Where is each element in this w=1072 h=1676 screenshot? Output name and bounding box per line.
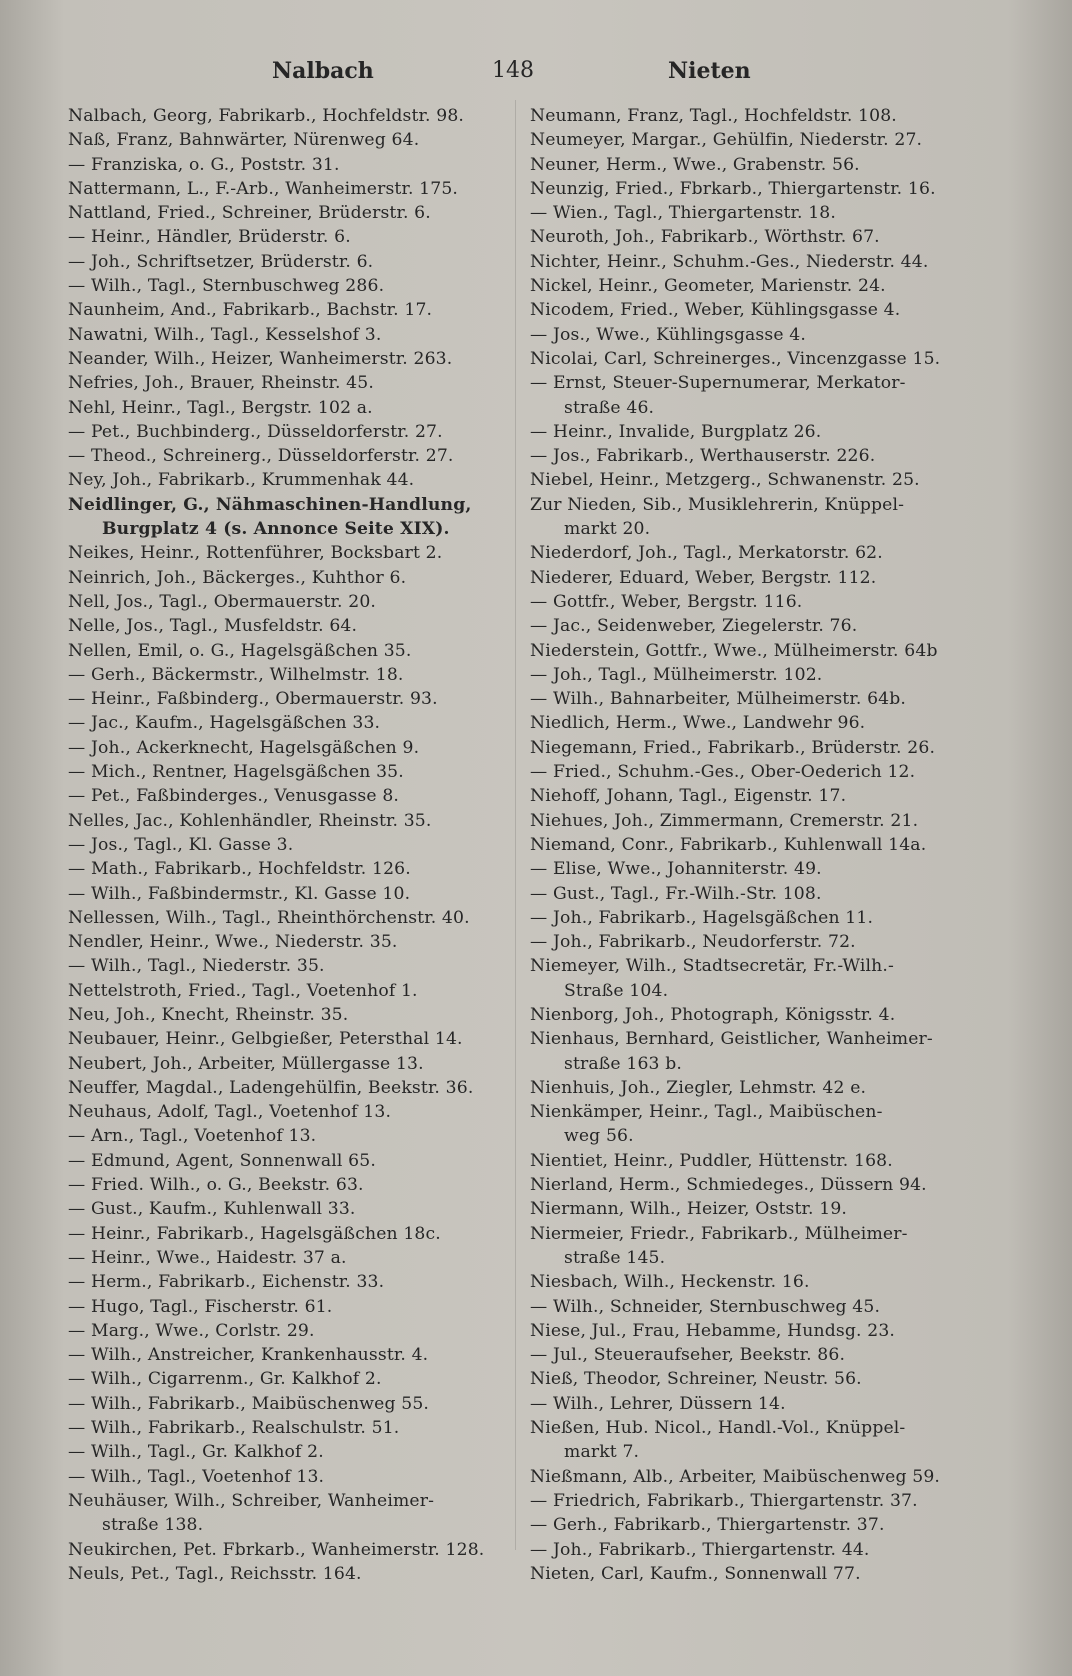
directory-entry-line: Nettelstroth, Fried., Tagl., Voetenhof 1.: [68, 980, 418, 1001]
header-first-entry: Nalbach: [272, 58, 374, 84]
directory-entry-line: — Gerh., Fabrikarb., Thiergartenstr. 37.: [530, 1515, 885, 1536]
directory-entry-line: — Joh., Fabrikarb., Thiergartenstr. 44.: [530, 1539, 870, 1560]
directory-entry-line: Nienhuis, Joh., Ziegler, Lehmstr. 42 e.: [530, 1077, 867, 1098]
directory-entry-line: Niemand, Conr., Fabrikarb., Kuhlenwall 14a.: [530, 834, 927, 855]
directory-entry-line: Nientiet, Heinr., Puddler, Hüttenstr. 168.: [530, 1150, 893, 1171]
directory-entry-line: Nelles, Jac., Kohlenhändler, Rheinstr. 35.: [68, 810, 432, 831]
directory-entry-line: — Jac., Kaufm., Hagelsgäßchen 33.: [68, 713, 381, 734]
directory-entry-line: Neander, Wilh., Heizer, Wanheimerstr. 263.: [68, 348, 453, 369]
directory-entry-line: Niegemann, Fried., Fabrikarb., Brüderstr. 26.: [530, 737, 936, 758]
directory-entry-line: — Wilh., Fabrikarb., Maibüschenweg 55.: [68, 1393, 430, 1414]
directory-entry-line: — Wilh., Fabrikarb., Realschulstr. 51.: [68, 1418, 400, 1439]
directory-entry-line: Nieß, Theodor, Schreiner, Neustr. 56.: [530, 1369, 862, 1390]
directory-entry-line: Neinrich, Joh., Bäckerges., Kuhthor 6.: [68, 567, 407, 588]
directory-entry-line: — Wilh., Bahnarbeiter, Mülheimerstr. 64b.: [530, 689, 907, 710]
directory-entry-line: — Pet., Buchbinderg., Düsseldorferstr. 27.: [68, 421, 443, 442]
directory-entry-line: — Pet., Faßbinderges., Venusgasse 8.: [68, 786, 400, 807]
directory-entry-line: straße 46.: [564, 397, 655, 418]
directory-entry-line: Naß, Franz, Bahnwärter, Nürenweg 64.: [68, 130, 420, 151]
directory-entry-line: — Joh., Tagl., Mülheimerstr. 102.: [530, 664, 823, 685]
directory-entry-line: Neuhäuser, Wilh., Schreiber, Wanheimer-: [68, 1490, 435, 1511]
directory-entry-line: — Wilh., Schneider, Sternbuschweg 45.: [530, 1296, 881, 1317]
directory-entry-line: — Hugo, Tagl., Fischerstr. 61.: [68, 1296, 333, 1317]
directory-entry-line: Nienkämper, Heinr., Tagl., Maibüschen-: [530, 1102, 883, 1123]
directory-entry-line: Nalbach, Georg, Fabrikarb., Hochfeldstr. 98.: [68, 106, 465, 126]
directory-entry-line: Nießmann, Alb., Arbeiter, Maibüschenweg 59.: [530, 1466, 941, 1487]
directory-entry-line: — Fried., Schuhm.-Ges., Ober-Oederich 12.: [530, 762, 916, 783]
directory-entry-line: Neuls, Pet., Tagl., Reichsstr. 164.: [68, 1563, 362, 1584]
directory-entry-line: Neumeyer, Margar., Gehülfin, Niederstr. 27.: [530, 130, 923, 151]
directory-entry-line: Nell, Jos., Tagl., Obermauerstr. 20.: [68, 591, 377, 612]
directory-entry-line: — Arn., Tagl., Voetenhof 13.: [68, 1126, 317, 1147]
directory-entry-line: Nicolai, Carl, Schreinerges., Vincenzgasse 15.: [530, 348, 941, 369]
directory-entry-line: Niermeier, Friedr., Fabrikarb., Mülheimer-: [530, 1223, 908, 1244]
directory-entry-line: Burgplatz 4 (s. Annonce Seite XIX).: [102, 519, 450, 540]
directory-entry-line: — Fried. Wilh., o. G., Beekstr. 63.: [68, 1175, 364, 1196]
directory-entry-line: Niebel, Heinr., Metzgerg., Schwanenstr. 25.: [530, 470, 920, 491]
directory-entry-line: Nefries, Joh., Brauer, Rheinstr. 45.: [68, 373, 374, 394]
directory-entry-line: Niermann, Wilh., Heizer, Oststr. 19.: [530, 1199, 848, 1220]
directory-entry-line: — Wilh., Tagl., Sternbuschweg 286.: [68, 276, 385, 297]
directory-entry-line: Straße 104.: [564, 980, 669, 1001]
directory-entry-line: Neidlinger, G., Nähmaschinen-Handlung,: [68, 494, 472, 515]
directory-entry-line: Neikes, Heinr., Rottenführer, Bocksbart 2.: [68, 543, 443, 564]
directory-entry-line: weg 56.: [564, 1126, 634, 1147]
directory-entry-line: Nicodem, Fried., Weber, Kühlingsgasse 4.: [530, 300, 901, 321]
directory-entry-line: Neunzig, Fried., Fbrkarb., Thiergartenstr. 16.: [530, 178, 936, 199]
directory-entry-line: Neuhaus, Adolf, Tagl., Voetenhof 13.: [68, 1102, 392, 1123]
directory-entry-line: Neubert, Joh., Arbeiter, Müllergasse 13.: [68, 1053, 424, 1074]
directory-entry-line: Nendler, Heinr., Wwe., Niederstr. 35.: [68, 932, 398, 953]
directory-entry-line: — Edmund, Agent, Sonnenwall 65.: [68, 1150, 376, 1171]
directory-entry-line: markt 20.: [564, 519, 651, 540]
directory-entry-line: straße 163 b.: [564, 1053, 682, 1074]
directory-entry-line: Nieten, Carl, Kaufm., Sonnenwall 77.: [530, 1563, 861, 1584]
directory-entry-line: Niederer, Eduard, Weber, Bergstr. 112.: [530, 567, 877, 588]
directory-entry-line: Ney, Joh., Fabrikarb., Krummenhak 44.: [68, 470, 415, 491]
directory-entry-line: — Wilh., Cigarrenm., Gr. Kalkhof 2.: [68, 1369, 382, 1390]
directory-entry-line: — Joh., Fabrikarb., Neudorferstr. 72.: [530, 932, 856, 953]
directory-entry-line: — Wien., Tagl., Thiergartenstr. 18.: [530, 203, 837, 224]
directory-entry-line: Naunheim, And., Fabrikarb., Bachstr. 17.: [68, 300, 433, 321]
directory-entry-line: Nattermann, L., F.-Arb., Wanheimerstr. 175.: [68, 178, 459, 199]
directory-entry-line: markt 7.: [564, 1442, 640, 1463]
column-divider: [515, 100, 516, 1550]
directory-entry-line: Niederdorf, Joh., Tagl., Merkatorstr. 62.: [530, 543, 883, 564]
directory-entry-line: Niese, Jul., Frau, Hebamme, Hundsg. 23.: [530, 1320, 896, 1341]
directory-entry-line: Nichter, Heinr., Schuhm.-Ges., Niederstr. 44.: [530, 251, 929, 272]
directory-entry-line: — Jos., Fabrikarb., Werthauserstr. 226.: [530, 446, 876, 467]
directory-entry-line: Nienhaus, Bernhard, Geistlicher, Wanheimer-: [530, 1029, 933, 1050]
directory-entry-line: — Wilh., Tagl., Gr. Kalkhof 2.: [68, 1442, 324, 1463]
directory-entry-line: — Wilh., Tagl., Niederstr. 35.: [68, 956, 325, 977]
directory-entry-line: Niemeyer, Wilh., Stadtsecretär, Fr.-Wilh.-: [530, 956, 894, 977]
directory-entry-line: — Joh., Schriftsetzer, Brüderstr. 6.: [68, 251, 374, 272]
directory-entry-line: — Wilh., Tagl., Voetenhof 13.: [68, 1466, 325, 1487]
directory-entry-line: straße 138.: [102, 1515, 204, 1536]
directory-entry-line: Nickel, Heinr., Geometer, Marienstr. 24.: [530, 276, 886, 297]
directory-entry-line: — Theod., Schreinerg., Düsseldorferstr. 27.: [68, 446, 454, 467]
directory-entry-line: — Friedrich, Fabrikarb., Thiergartenstr. 37.: [530, 1490, 918, 1511]
directory-entry-line: — Math., Fabrikarb., Hochfeldstr. 126.: [68, 859, 411, 880]
directory-entry-line: — Franziska, o. G., Poststr. 31.: [68, 154, 340, 175]
directory-entry-line: Nawatni, Wilh., Tagl., Kesselshof 3.: [68, 324, 382, 345]
directory-entry-line: — Gerh., Bäckermstr., Wilhelmstr. 18.: [68, 664, 404, 685]
directory-entry-line: — Heinr., Händler, Brüderstr. 6.: [68, 227, 351, 248]
directory-entry-line: — Heinr., Faßbinderg., Obermauerstr. 93.: [68, 689, 438, 710]
directory-entry-line: — Jul., Steueraufseher, Beekstr. 86.: [530, 1345, 846, 1366]
directory-entry-line: — Gottfr., Weber, Bergstr. 116.: [530, 591, 803, 612]
directory-entry-line: Nießen, Hub. Nicol., Handl.-Vol., Knüppel-: [530, 1418, 906, 1439]
directory-entry-line: straße 145.: [564, 1247, 666, 1268]
directory-entry-line: Neubauer, Heinr., Gelbgießer, Petersthal 14.: [68, 1029, 463, 1050]
directory-entry-line: — Marg., Wwe., Corlstr. 29.: [68, 1320, 315, 1341]
directory-entry-line: Neuner, Herm., Wwe., Grabenstr. 56.: [530, 154, 860, 175]
directory-entry-line: Niehoff, Johann, Tagl., Eigenstr. 17.: [530, 786, 847, 807]
directory-entry-line: Niesbach, Wilh., Heckenstr. 16.: [530, 1272, 810, 1293]
directory-entry-line: Niehues, Joh., Zimmermann, Cremerstr. 21.: [530, 810, 919, 831]
directory-entry-line: Nierland, Herm., Schmiedeges., Düssern 94.: [530, 1175, 927, 1196]
directory-entry-line: — Heinr., Wwe., Haidestr. 37 a.: [68, 1247, 347, 1268]
directory-entry-line: — Wilh., Anstreicher, Krankenhausstr. 4.: [68, 1345, 429, 1366]
directory-entry-line: — Ernst, Steuer-Supernumerar, Merkator-: [530, 373, 906, 394]
directory-entry-line: Nattland, Fried., Schreiner, Brüderstr. 6.: [68, 203, 431, 224]
directory-entry-line: Niederstein, Gottfr., Wwe., Mülheimerstr. 64b: [530, 640, 938, 661]
directory-entry-line: — Elise, Wwe., Johanniterstr. 49.: [530, 859, 822, 880]
directory-entry-line: — Mich., Rentner, Hagelsgäßchen 35.: [68, 762, 404, 783]
page-header: [0, 58, 1072, 92]
directory-entry-line: Neuroth, Joh., Fabrikarb., Wörthstr. 67.: [530, 227, 880, 248]
directory-entry-line: Nelle, Jos., Tagl., Musfeldstr. 64.: [68, 616, 358, 637]
directory-entry-line: Neukirchen, Pet. Fbrkarb., Wanheimerstr. 128.: [68, 1539, 485, 1560]
directory-entry-line: — Wilh., Faßbindermstr., Kl. Gasse 10.: [68, 883, 411, 904]
directory-entry-line: Nienborg, Joh., Photograph, Königsstr. 4.: [530, 1004, 896, 1025]
directory-entry-line: Nellessen, Wilh., Tagl., Rheinthörchenstr. 40.: [68, 907, 470, 928]
header-last-entry: Nieten: [668, 58, 751, 84]
directory-entry-line: — Jac., Seidenweber, Ziegelerstr. 76.: [530, 616, 858, 637]
directory-entry-line: — Gust., Kaufm., Kuhlenwall 33.: [68, 1199, 356, 1220]
directory-entry-line: Neu, Joh., Knecht, Rheinstr. 35.: [68, 1004, 349, 1025]
page-number: 148: [492, 58, 534, 83]
directory-entry-line: — Gust., Tagl., Fr.-Wilh.-Str. 108.: [530, 883, 822, 904]
left-column: [68, 104, 500, 1586]
directory-entry-line: Nehl, Heinr., Tagl., Bergstr. 102 a.: [68, 397, 373, 418]
directory-entry-line: Neuffer, Magdal., Ladengehülfin, Beekstr. 36.: [68, 1077, 474, 1098]
directory-entry-line: Niedlich, Herm., Wwe., Landwehr 96.: [530, 713, 866, 734]
directory-entry-line: Neumann, Franz, Tagl., Hochfeldstr. 108.: [530, 106, 897, 126]
directory-entry-line: Zur Nieden, Sib., Musiklehrerin, Knüppel-: [530, 494, 905, 515]
directory-entry-line: — Joh., Fabrikarb., Hagelsgäßchen 11.: [530, 907, 874, 928]
directory-entry-line: — Heinr., Invalide, Burgplatz 26.: [530, 421, 822, 442]
directory-entry-line: — Herm., Fabrikarb., Eichenstr. 33.: [68, 1272, 385, 1293]
directory-entry-line: Nellen, Emil, o. G., Hagelsgäßchen 35.: [68, 640, 412, 661]
directory-entry-line: — Wilh., Lehrer, Düssern 14.: [530, 1393, 786, 1414]
directory-entry-line: — Joh., Ackerknecht, Hagelsgäßchen 9.: [68, 737, 420, 758]
directory-entry-line: — Jos., Tagl., Kl. Gasse 3.: [68, 834, 294, 855]
directory-entry-line: — Jos., Wwe., Kühlingsgasse 4.: [530, 324, 806, 345]
directory-entry-line: — Heinr., Fabrikarb., Hagelsgäßchen 18c.: [68, 1223, 441, 1244]
right-column: [530, 104, 962, 1586]
